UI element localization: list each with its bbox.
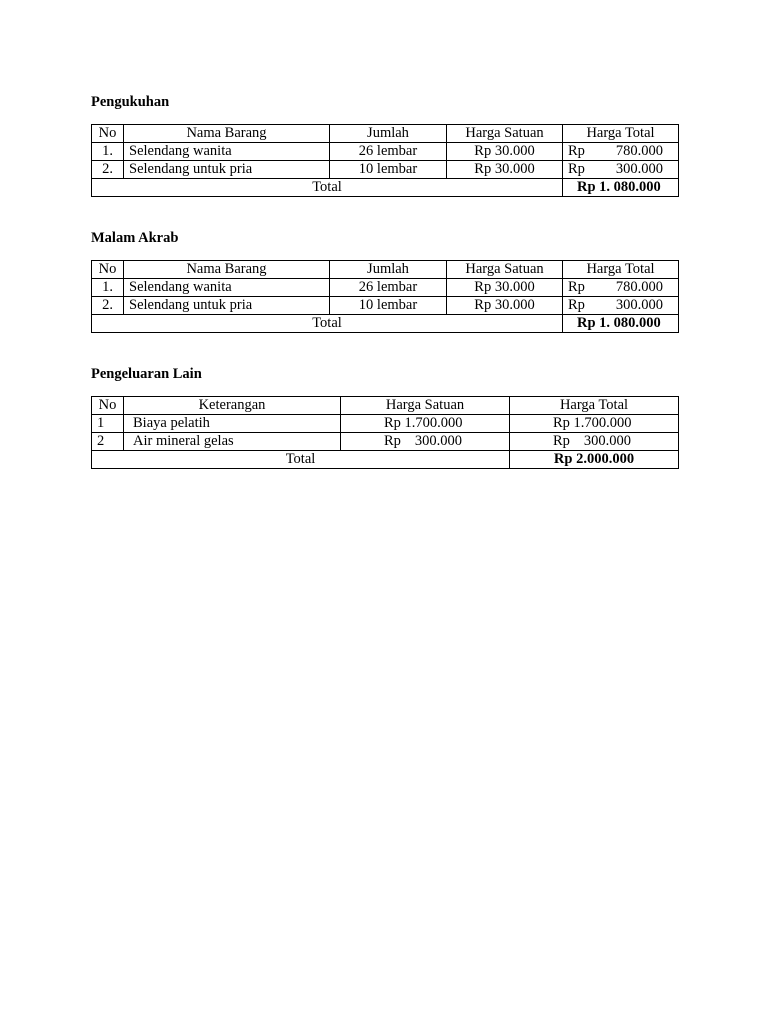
table-total-row bbox=[92, 179, 679, 197]
cell-nama-barang: Selendang wanita bbox=[124, 279, 330, 297]
cell-harga-satuan: Rp 30.000 bbox=[447, 143, 563, 161]
currency-label: Rp bbox=[568, 297, 585, 313]
header-jumlah: Jumlah bbox=[330, 125, 447, 143]
table-total-row bbox=[92, 451, 679, 469]
cell-harga-total bbox=[510, 415, 679, 433]
cell-harga-satuan: Rp 30.000 bbox=[447, 297, 563, 315]
header-no: No bbox=[92, 125, 124, 143]
cell-no: 2 bbox=[92, 433, 124, 451]
total-value: Rp 1. 080.000 bbox=[563, 179, 679, 197]
amount-value: 300.000 bbox=[583, 433, 632, 449]
cell-keterangan: Biaya pelatih bbox=[124, 415, 341, 433]
currency-label: Rp bbox=[553, 433, 570, 449]
header-harga-total: Harga Total bbox=[563, 125, 679, 143]
total-value: Rp 1. 080.000 bbox=[563, 315, 679, 333]
header-harga-total: Harga Total bbox=[510, 397, 679, 415]
cell-no: 1 bbox=[92, 415, 124, 433]
header-jumlah: Jumlah bbox=[330, 261, 447, 279]
cell-nama-barang: Selendang wanita bbox=[124, 143, 330, 161]
cell-keterangan: Air mineral gelas bbox=[124, 433, 341, 451]
table-header-row bbox=[92, 125, 679, 143]
section-title-pengukuhan: Pengukuhan bbox=[91, 94, 170, 110]
currency-label: Rp bbox=[553, 415, 570, 431]
header-nama-barang: Nama Barang bbox=[124, 125, 330, 143]
header-keterangan: Keterangan bbox=[124, 397, 341, 415]
cell-no: 1. bbox=[92, 143, 124, 161]
table-row bbox=[92, 279, 679, 297]
section-title-malam-akrab: Malam Akrab bbox=[91, 230, 179, 246]
cell-harga-total bbox=[563, 297, 679, 315]
amount-value: 1.700.000 bbox=[404, 415, 463, 431]
cell-jumlah: 10 lembar bbox=[330, 297, 447, 315]
table-malam-akrab bbox=[91, 260, 679, 333]
cell-jumlah: 26 lembar bbox=[330, 143, 447, 161]
total-value: Rp 2.000.000 bbox=[510, 451, 679, 469]
amount-value: 780.000 bbox=[615, 279, 663, 295]
table-row bbox=[92, 433, 679, 451]
amount-value: 300.000 bbox=[414, 433, 463, 449]
table-row bbox=[92, 161, 679, 179]
currency-label: Rp bbox=[568, 279, 585, 295]
cell-nama-barang: Selendang untuk pria bbox=[124, 297, 330, 315]
amount-value: 300.000 bbox=[615, 161, 663, 177]
cell-harga-satuan: Rp 30.000 bbox=[447, 279, 563, 297]
cell-jumlah: 26 lembar bbox=[330, 279, 447, 297]
header-harga-total: Harga Total bbox=[563, 261, 679, 279]
header-nama-barang: Nama Barang bbox=[124, 261, 330, 279]
cell-no: 1. bbox=[92, 279, 124, 297]
amount-value: 1.700.000 bbox=[573, 415, 632, 431]
table-row bbox=[92, 143, 679, 161]
cell-nama-barang: Selendang untuk pria bbox=[124, 161, 330, 179]
table-total-row bbox=[92, 315, 679, 333]
cell-no: 2. bbox=[92, 297, 124, 315]
table-row bbox=[92, 415, 679, 433]
header-no: No bbox=[92, 261, 124, 279]
cell-no: 2. bbox=[92, 161, 124, 179]
amount-value: 780.000 bbox=[615, 143, 663, 159]
table-pengukuhan bbox=[91, 124, 679, 197]
table-pengeluaran-lain bbox=[91, 396, 679, 469]
cell-harga-total bbox=[563, 161, 679, 179]
table-row bbox=[92, 297, 679, 315]
table-header-row bbox=[92, 397, 679, 415]
cell-harga-total bbox=[563, 143, 679, 161]
total-label: Total bbox=[92, 179, 563, 197]
cell-harga-total bbox=[563, 279, 679, 297]
cell-harga-total bbox=[510, 433, 679, 451]
header-harga-satuan: Harga Satuan bbox=[341, 397, 510, 415]
cell-harga-satuan bbox=[341, 433, 510, 451]
section-title-pengeluaran-lain: Pengeluaran Lain bbox=[91, 366, 202, 382]
total-label: Total bbox=[92, 451, 510, 469]
header-harga-satuan: Harga Satuan bbox=[447, 125, 563, 143]
currency-label: Rp bbox=[384, 433, 401, 449]
currency-label: Rp bbox=[384, 415, 401, 431]
currency-label: Rp bbox=[568, 161, 585, 177]
cell-harga-satuan: Rp 30.000 bbox=[447, 161, 563, 179]
amount-value: 300.000 bbox=[615, 297, 663, 313]
currency-label: Rp bbox=[568, 143, 585, 159]
cell-harga-satuan bbox=[341, 415, 510, 433]
table-header-row bbox=[92, 261, 679, 279]
total-label: Total bbox=[92, 315, 563, 333]
header-no: No bbox=[92, 397, 124, 415]
header-harga-satuan: Harga Satuan bbox=[447, 261, 563, 279]
cell-jumlah: 10 lembar bbox=[330, 161, 447, 179]
